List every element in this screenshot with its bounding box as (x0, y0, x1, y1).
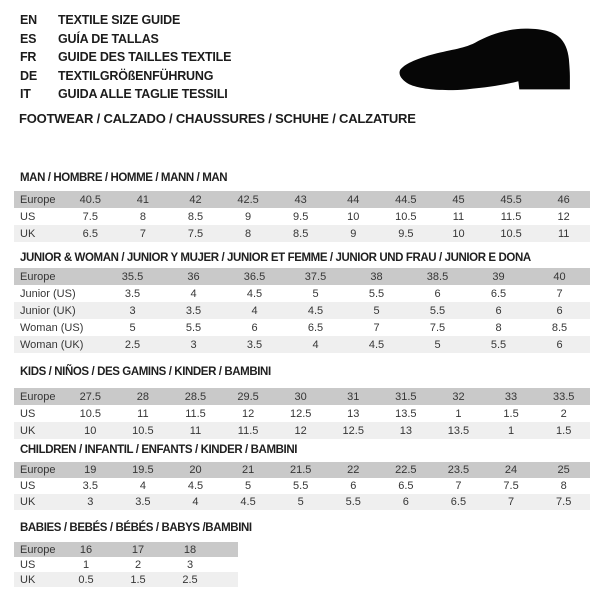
section-title: BABIES / BEBÉS / BÉBÉS / BABYS /BAMBINI (20, 522, 252, 534)
row-label: Europe (20, 543, 56, 556)
size-cell: 9 (245, 210, 252, 223)
size-cell: 4 (190, 287, 197, 300)
size-cell: 38 (370, 270, 383, 283)
size-cell: 36 (187, 270, 200, 283)
size-cell: 45.5 (500, 193, 522, 206)
size-cell: 3.5 (185, 304, 202, 317)
row-label: Europe (20, 390, 56, 403)
size-cell: 8.5 (293, 227, 309, 240)
language-line-de (20, 69, 231, 88)
size-cell: 5.5 (429, 304, 446, 317)
size-cell: 33.5 (552, 390, 575, 403)
size-cell: 10.5 (500, 227, 522, 240)
row-label: UK (20, 573, 36, 586)
size-cell: 6.5 (398, 480, 414, 492)
size-cell: 25 (557, 464, 570, 476)
size-cell: 45 (452, 193, 465, 206)
size-cell: 9.5 (398, 227, 414, 240)
size-cell: 10.5 (79, 407, 101, 420)
size-cell: 3.5 (246, 338, 263, 351)
size-cell: 8 (495, 321, 502, 334)
row-label: Europe (20, 464, 56, 476)
size-cell: 5.5 (368, 287, 385, 300)
size-cell: 7 (139, 227, 146, 240)
size-cell: 9 (350, 227, 357, 240)
guide-title-fr: GUIDE DES TAILLES TEXTILE (58, 50, 232, 65)
row-label: Junior (US) (20, 287, 76, 300)
section-title: KIDS / NIÑOS / DES GAMINS / KINDER / BAMBINI (20, 366, 271, 378)
size-cell: 44.5 (395, 193, 417, 206)
size-cell: 11 (137, 407, 149, 420)
table-row (14, 268, 590, 285)
size-cell: 31 (347, 390, 360, 403)
section-title: MAN / HOMBRE / HOMME / MANN / MAN (20, 172, 228, 184)
size-cell: 4 (192, 496, 199, 508)
language-code: ES (20, 31, 37, 46)
size-cell: 41 (136, 193, 150, 206)
section-title: JUNIOR & WOMAN / JUNIOR Y MUJER / JUNIOR ET FEMME / JUNIOR UND FRAU / JUNIOR E DONA (20, 252, 531, 264)
size-cell: 12 (294, 424, 307, 437)
filler-cell (216, 557, 238, 572)
table-row (14, 336, 590, 353)
size-cell: 7 (373, 321, 380, 334)
size-cell: 11.5 (185, 407, 206, 420)
guide-title-es: GUÍA DE TALLAS (58, 31, 159, 46)
table-row (14, 542, 238, 557)
size-table-kids (14, 388, 590, 439)
size-cell: 28.5 (184, 390, 207, 403)
size-cell: 4.5 (307, 304, 324, 317)
size-cell: 8 (560, 480, 567, 492)
size-cell: 32 (452, 390, 465, 403)
size-cell: 6.5 (490, 287, 507, 300)
size-cell: 0.5 (78, 573, 94, 586)
size-cell: 5 (373, 304, 380, 317)
size-table-babies (14, 542, 238, 587)
size-cell: 11.5 (237, 424, 259, 437)
size-cell: 35.5 (121, 270, 144, 283)
language-code: DE (20, 68, 37, 83)
size-cell: 38.5 (426, 270, 449, 283)
size-cell: 5.5 (293, 480, 309, 492)
size-cell: 11 (557, 227, 570, 240)
size-cell: 6 (556, 338, 563, 351)
size-cell: 3.5 (124, 287, 141, 300)
size-cell: 12 (241, 407, 255, 420)
guide-title-de: TEXTILGRÖßENFÜHRUNG (58, 68, 214, 83)
size-cell: 6 (495, 304, 502, 317)
size-cell: 42.5 (237, 193, 259, 206)
table-row (14, 225, 590, 242)
row-label: UK (20, 227, 36, 240)
table-row (14, 208, 590, 225)
size-section-junior-woman (14, 252, 590, 353)
size-cell: 21 (241, 464, 255, 476)
size-cell: 39 (492, 270, 505, 283)
size-cell: 5.5 (345, 496, 361, 508)
dress-shoe-icon (396, 25, 580, 95)
size-section-babies (14, 522, 252, 587)
size-cell: 16 (79, 543, 93, 556)
size-cell: 4.5 (187, 480, 204, 492)
table-row (14, 319, 590, 336)
size-cell: 10 (347, 210, 360, 223)
size-table-junior-woman (14, 268, 590, 353)
size-cell: 17 (131, 543, 145, 556)
size-cell: 1 (82, 558, 90, 571)
table-row (14, 422, 590, 439)
table-row (14, 557, 238, 572)
table-row (14, 191, 590, 208)
size-cell: 12.5 (289, 407, 312, 420)
size-cell: 6.5 (450, 496, 467, 508)
size-cell: 7 (507, 496, 515, 508)
size-cell: 7 (556, 287, 563, 300)
guide-title-it: GUIDA ALLE TAGLIE TESSILI (58, 87, 228, 102)
size-cell: 7.5 (429, 321, 446, 334)
size-cell: 33 (504, 390, 518, 403)
size-cell: 10 (84, 424, 97, 437)
language-line-it (20, 87, 231, 106)
table-row (14, 478, 590, 494)
size-cell: 44 (347, 193, 360, 206)
size-cell: 4 (139, 480, 146, 492)
size-cell: 6.5 (307, 321, 324, 334)
size-cell: 31.5 (395, 390, 417, 403)
size-cell: 8.5 (187, 210, 204, 223)
size-cell: 46 (557, 193, 570, 206)
size-cell: 19 (84, 464, 97, 476)
size-cell: 5.5 (185, 321, 202, 334)
size-cell: 6 (251, 321, 258, 334)
size-cell: 9.5 (293, 210, 309, 223)
size-cell: 23.5 (447, 464, 470, 476)
size-cell: 4 (251, 304, 258, 317)
size-cell: 18 (183, 543, 197, 556)
size-cell: 5 (129, 321, 136, 334)
size-cell: 42 (189, 193, 202, 206)
size-cell: 11.5 (500, 210, 522, 223)
row-label: Europe (20, 270, 56, 283)
table-row (14, 285, 590, 302)
size-cell: 3.5 (82, 480, 98, 492)
size-cell: 19.5 (132, 464, 154, 476)
row-label: Europe (20, 193, 56, 206)
language-line-en (20, 13, 231, 32)
size-cell: 4.5 (368, 338, 385, 351)
language-line-es (20, 32, 231, 51)
size-cell: 22 (347, 464, 360, 476)
size-cell: 27.5 (79, 390, 101, 403)
row-label: UK (20, 424, 36, 437)
size-cell: 43 (294, 193, 307, 206)
row-label: Woman (US) (20, 321, 84, 334)
row-label: US (20, 407, 36, 420)
row-label: Junior (UK) (20, 304, 76, 317)
table-row (14, 405, 590, 422)
category-title: FOOTWEAR / CALZADO / CHAUSSURES / SCHUHE / CALZATURE (19, 111, 416, 126)
size-cell: 13 (399, 424, 412, 437)
row-label: Woman (UK) (20, 338, 84, 351)
row-label: UK (20, 496, 36, 508)
size-table-children (14, 462, 590, 510)
size-cell: 10.5 (395, 210, 417, 223)
size-cell: 22.5 (395, 464, 417, 476)
size-cell: 12.5 (342, 424, 364, 437)
size-cell: 13.5 (447, 424, 470, 437)
size-cell: 3 (87, 496, 94, 508)
table-row (14, 388, 590, 405)
size-cell: 8 (139, 210, 146, 223)
row-label: US (20, 480, 36, 492)
size-cell: 6 (402, 496, 409, 508)
language-code: IT (20, 87, 31, 102)
size-cell: 2 (560, 407, 567, 420)
language-title-block (20, 13, 231, 106)
table-row (14, 572, 238, 587)
size-cell: 2.5 (182, 573, 198, 586)
size-cell: 28 (136, 390, 150, 403)
language-code: FR (20, 50, 37, 65)
size-cell: 5 (434, 338, 441, 351)
section-title: CHILDREN / INFANTIL / ENFANTS / KINDER / BAMBINI (20, 444, 298, 456)
size-cell: 6 (350, 480, 357, 492)
size-cell: 7.5 (556, 496, 572, 508)
size-section-children (14, 444, 590, 510)
filler-cell (216, 542, 238, 557)
size-cell: 8 (245, 227, 252, 240)
size-cell: 21.5 (289, 464, 312, 476)
language-line-fr (20, 50, 231, 69)
size-cell: 11 (189, 424, 202, 437)
table-row (14, 462, 590, 478)
size-cell: 3 (129, 304, 136, 317)
size-cell: 12 (557, 210, 570, 223)
size-cell: 24 (504, 464, 518, 476)
size-cell: 1 (455, 407, 462, 420)
size-cell: 4.5 (246, 287, 263, 300)
size-cell: 40 (553, 270, 566, 283)
size-cell: 7.5 (503, 480, 519, 492)
filler-cell (216, 572, 238, 587)
size-cell: 1.5 (130, 573, 146, 586)
size-cell: 5 (297, 496, 304, 508)
size-cell: 8.5 (551, 321, 568, 334)
size-cell: 6 (434, 287, 441, 300)
size-table-man (14, 191, 590, 242)
size-cell: 7.5 (187, 227, 204, 240)
size-cell: 11 (452, 210, 465, 223)
size-cell: 37.5 (304, 270, 327, 283)
size-cell: 10.5 (132, 424, 154, 437)
size-cell: 7.5 (82, 210, 98, 223)
size-cell: 3 (190, 338, 197, 351)
size-cell: 36.5 (243, 270, 266, 283)
size-cell: 4 (312, 338, 319, 351)
size-cell: 5.5 (490, 338, 507, 351)
row-label: US (20, 558, 36, 571)
size-cell: 1.5 (556, 424, 572, 437)
table-row (14, 494, 590, 510)
size-cell: 1 (507, 424, 515, 437)
language-code: EN (20, 13, 37, 27)
size-cell: 10 (452, 227, 465, 240)
size-cell: 5 (245, 480, 252, 492)
table-row (14, 302, 590, 319)
size-cell: 2.5 (124, 338, 141, 351)
size-cell: 3.5 (135, 496, 151, 508)
size-cell: 3 (186, 558, 194, 571)
size-cell: 30 (294, 390, 307, 403)
guide-title-en: TEXTILE SIZE GUIDE (58, 13, 181, 27)
size-cell: 40.5 (79, 193, 101, 206)
size-cell: 7 (455, 480, 462, 492)
size-cell: 20 (189, 464, 202, 476)
size-cell: 6.5 (82, 227, 98, 240)
size-cell: 13.5 (395, 407, 417, 420)
size-cell: 6 (556, 304, 563, 317)
size-cell: 2 (134, 558, 142, 571)
size-section-man (14, 172, 590, 242)
size-cell: 4.5 (240, 496, 256, 508)
size-section-kids (14, 366, 590, 439)
size-cell: 29.5 (237, 390, 259, 403)
size-cell: 1.5 (503, 407, 519, 420)
size-cell: 13 (347, 407, 360, 420)
row-label: US (20, 210, 36, 223)
size-cell: 5 (312, 287, 319, 300)
